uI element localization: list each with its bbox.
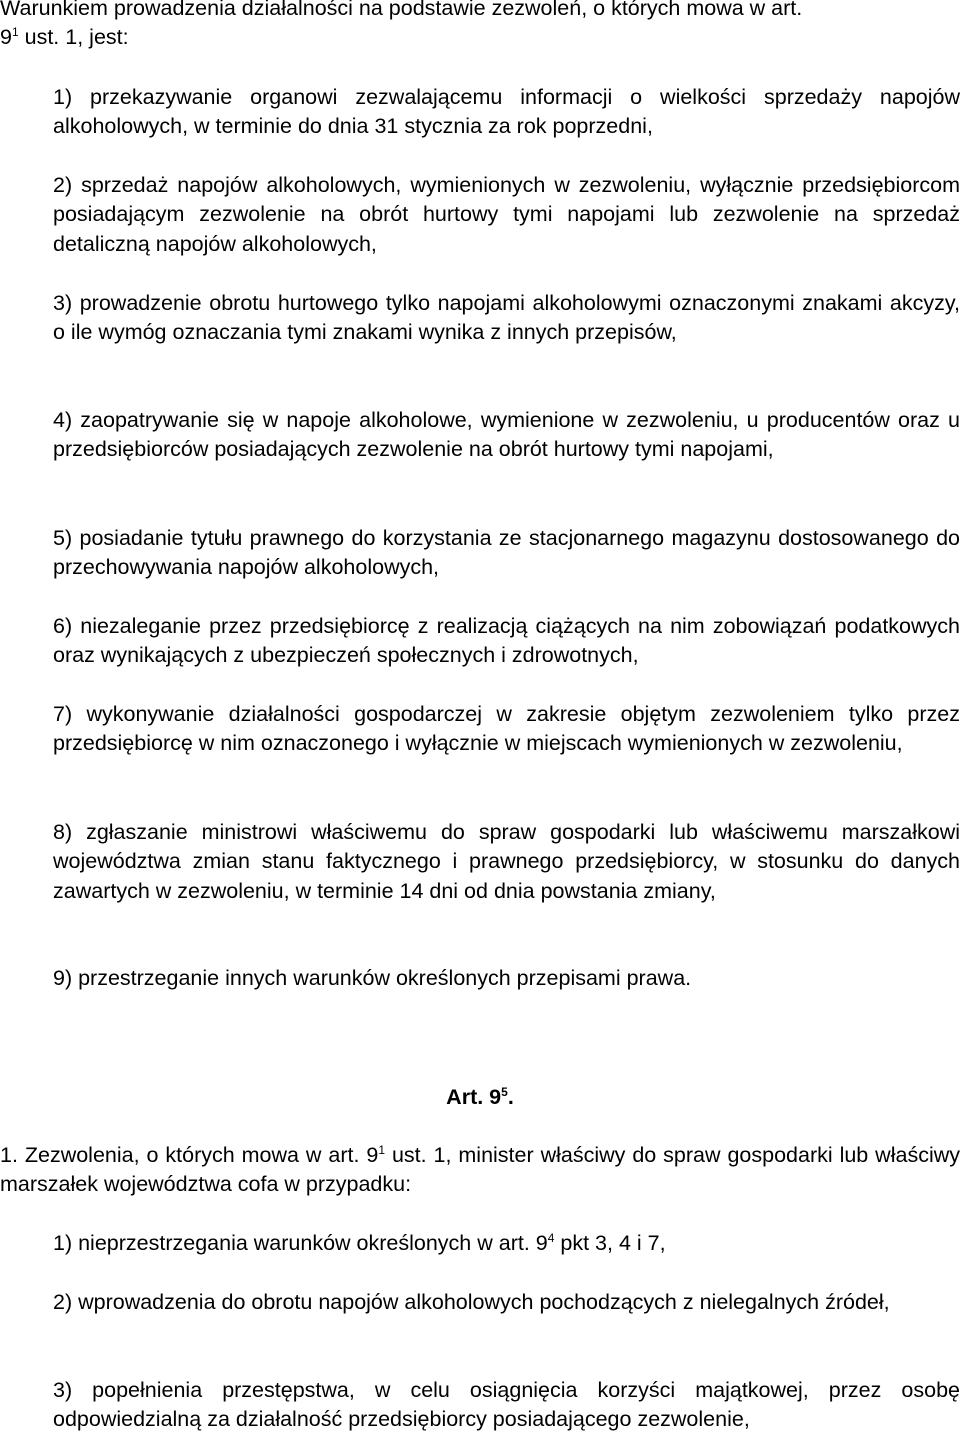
revocation-item-1 bbox=[53, 1229, 960, 1258]
paragraph-1 bbox=[0, 1141, 960, 1200]
article-heading-period: . bbox=[507, 1085, 514, 1109]
article-reference: 9 bbox=[0, 25, 12, 50]
article-heading-superscript: 5 bbox=[501, 1084, 508, 1099]
intro-rest: ust. 1, jest: bbox=[18, 25, 129, 50]
condition-item-7: 7) wykonywanie działalności gospodarczej w zakresie objętym zezwoleniem tylko przez przedsiębiorcę w nim oznaczonego i wyłącznie w miejscach wymienionych w zezwoleniu, bbox=[53, 702, 960, 756]
condition-item-8: 8) zgłaszanie ministrowi właściwemu do spraw gospodarki lub właściwemu marszałkowi województwa zmian stanu faktycznego i prawnego przedsiębiorcy, w stosunku do danych zawartych w zezwoleniu, w terminie 14 dni od dnia powstania zmiany, bbox=[53, 820, 960, 903]
condition-item-4: 4) zaopatrywanie się w napoje alkoholowe, wymienione w zezwoleniu, u producentów oraz u przedsiębiorców posiadających zezwolenie na obrót hurtowy tymi napojami, bbox=[53, 408, 960, 462]
revocation-item-1-start: 1) nieprzestrzegania warunków określonych w art. 9 bbox=[53, 1231, 548, 1255]
paragraph-1-rest: ust. 1, minister właściwy do spraw gospodarki lub właściwy marszałek województwa cofa w przypadku: bbox=[0, 1143, 960, 1197]
revocation-item-1-end: pkt 3, 4 i 7, bbox=[554, 1231, 666, 1255]
article-heading bbox=[0, 1083, 960, 1112]
revocation-item-2: 2) wprowadzenia do obrotu napojów alkoholowych pochodzących z nielegalnych źródeł, bbox=[53, 1290, 890, 1314]
condition-item-9: 9) przestrzeganie innych warunków określonych przepisami prawa. bbox=[53, 966, 692, 990]
condition-item-5: 5) posiadanie tytułu prawnego do korzystania ze stacjonarnego magazynu dostosowanego do przechowywania napojów alkoholowych, bbox=[53, 526, 960, 580]
revocation-item-1-superscript: 4 bbox=[547, 1230, 555, 1245]
condition-item-6: 6) niezaleganie przez przedsiębiorcę z realizacją ciążących na nim zobowiązań podatkowych oraz wynikających z ubezpieczeń społecznych i zdrowotnych, bbox=[53, 614, 960, 668]
condition-item-2: 2) sprzedaż napojów alkoholowych, wymienionych w zezwoleniu, wyłącznie przedsiębiorcom posiadającym zezwolenie na obrót hurtowy tymi napojami lub zezwolenie na sprzedaż detaliczną napojów alkoholowych, bbox=[53, 173, 960, 256]
article-superscript: 1 bbox=[11, 25, 19, 40]
intro-line-1: Warunkiem prowadzenia działalności na podstawie zezwoleń, o których mowa w art. bbox=[0, 0, 803, 20]
condition-item-1: 1) przekazywanie organowi zezwalającemu informacji o wielkości sprzedaży napojów alkoholowych, w terminie do dnia 31 stycznia za rok poprzedni, bbox=[53, 85, 960, 139]
revocation-item-3: 3) popełnienia przestępstwa, w celu osiągnięcia korzyści majątkowej, przez osobę odpowiedzialną za działalność przedsiębiorcy posiadającego zezwolenie, bbox=[53, 1378, 960, 1432]
intro-paragraph bbox=[0, 0, 960, 53]
paragraph-1-superscript: 1 bbox=[378, 1142, 386, 1157]
condition-item-3: 3) prowadzenie obrotu hurtowego tylko napojami alkoholowymi oznaczonymi znakami akcyzy, o ile wymóg oznaczania tymi znakami wynika z innych przepisów, bbox=[53, 291, 960, 345]
article-heading-number: Art. 9 bbox=[446, 1085, 502, 1109]
paragraph-1-start: 1. Zezwolenia, o których mowa w art. 9 bbox=[0, 1143, 379, 1167]
